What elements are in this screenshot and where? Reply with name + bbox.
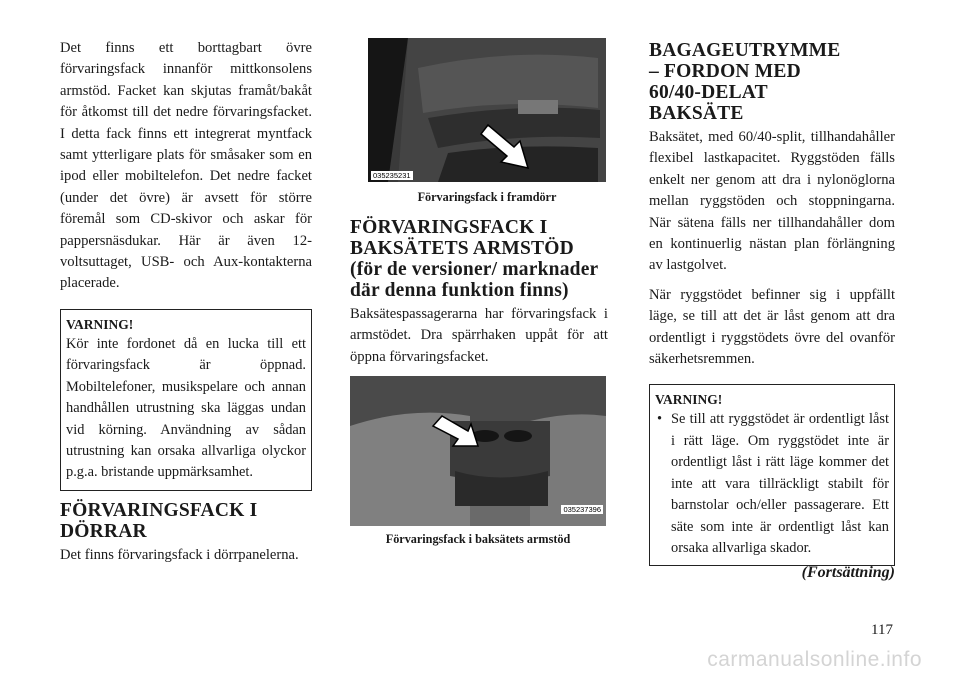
warning-text: Kör inte fordonet då en lucka till ett förvaringsfack är öppnad. Mobiltelefoner, musikspelare och annan handhållen utrustning ska läggas undan vid körning. Användning av sådan utrustning kan orsaka allvarliga olyckor p.g.a. bristande uppmärksamhet. — [66, 335, 306, 481]
warning-title: VARNING! — [66, 316, 134, 332]
photo-code: 035235231 — [373, 171, 411, 180]
intro-paragraph: Det finns ett borttagbart övre förvaringsfack innanför mittkonsolens armstöd. Facket kan skjutas framåt/bakåt för åtkomst till det nedre förvaringsfacket. I detta fack finns ett integrerat myntfack samt ytterligare plats för småsaker som en ipod eller mobiltelefon. Det nedre facket (under det övre) är avsett för större föremål som CD-skivor och askar för pappersnäsdukar. Här är även 12-voltsuttaget, USB- och Aux-kontakterna placerade. — [60, 40, 312, 292]
warning-item: • Se till att ryggstödet är ordentligt låst i rätt läge. Om ryggstödet inte är ordentligt låst i rätt läge kommer det inte att vara tillräckligt stabilt för barnstolar och/eller passagerare. Ett säte som inte är ordentligt låst kan orsaka allvarliga skador. — [655, 409, 889, 559]
door-storage-paragraph: Det finns förvaringsfack i dörrpanelerna. — [60, 546, 299, 563]
photo-caption-front-door: Förvaringsfack i framdörr — [417, 190, 557, 204]
door-panel-illustration — [368, 38, 606, 182]
warning-box — [649, 384, 895, 566]
photo-code: 035237396 — [563, 505, 601, 515]
front-door-storage-photo — [368, 38, 606, 182]
heading-main: FÖRVARINGSFACK I BAKSÄTETS ARMSTÖD — [350, 217, 574, 259]
rear-armrest-paragraph: Baksätespassagerarna har förvaringsfack i armstödet. Dra spärrhaken uppåt för att öppna förvaringsfacket. — [350, 306, 608, 365]
column-right — [649, 40, 895, 582]
cargo-paragraph: Baksätet, med 60/40-split, tillhandahåller flexibel lastkapacitet. Ryggstöden fälls enkelt ner genom att dra i nylonöglorna mellan ryggstöden och stoppningarna. När sätena fälls ner tillhandahåller dom en kontinuerlig nästan plan förlängning av lastgolvet. — [649, 129, 895, 274]
column-middle — [350, 38, 608, 547]
rear-armrest-photo — [350, 376, 606, 526]
section-heading-rear-armrest — [350, 217, 608, 301]
section-heading-door-storage: FÖRVARINGSFACK I DÖRRAR — [60, 499, 258, 542]
seatback-paragraph: När ryggstödet befinner sig i uppfällt läge, se till att det är låst genom att dra ordentligt i ryggstödets övre del ovanför säkerhetsremmen. — [649, 286, 895, 368]
warning-box — [60, 309, 312, 491]
warning-list — [655, 409, 889, 559]
section-heading-cargo: BAGAGEUTRYMME – FORDON MED 60/40-DELAT BAKSÄTE — [649, 40, 841, 124]
page-number: 117 — [871, 622, 893, 638]
armrest-illustration — [350, 376, 606, 526]
heading-sub: (för de versioner/ marknader där denna funktion finns) — [350, 259, 599, 301]
watermark: carmanualsonline.info — [707, 648, 922, 671]
column-left — [60, 38, 312, 566]
photo-caption-rear-armrest: Förvaringsfack i baksätets armstöd — [385, 532, 571, 547]
warning-title: VARNING! — [655, 392, 723, 408]
continued-label: (Fortsättning) — [801, 564, 895, 582]
